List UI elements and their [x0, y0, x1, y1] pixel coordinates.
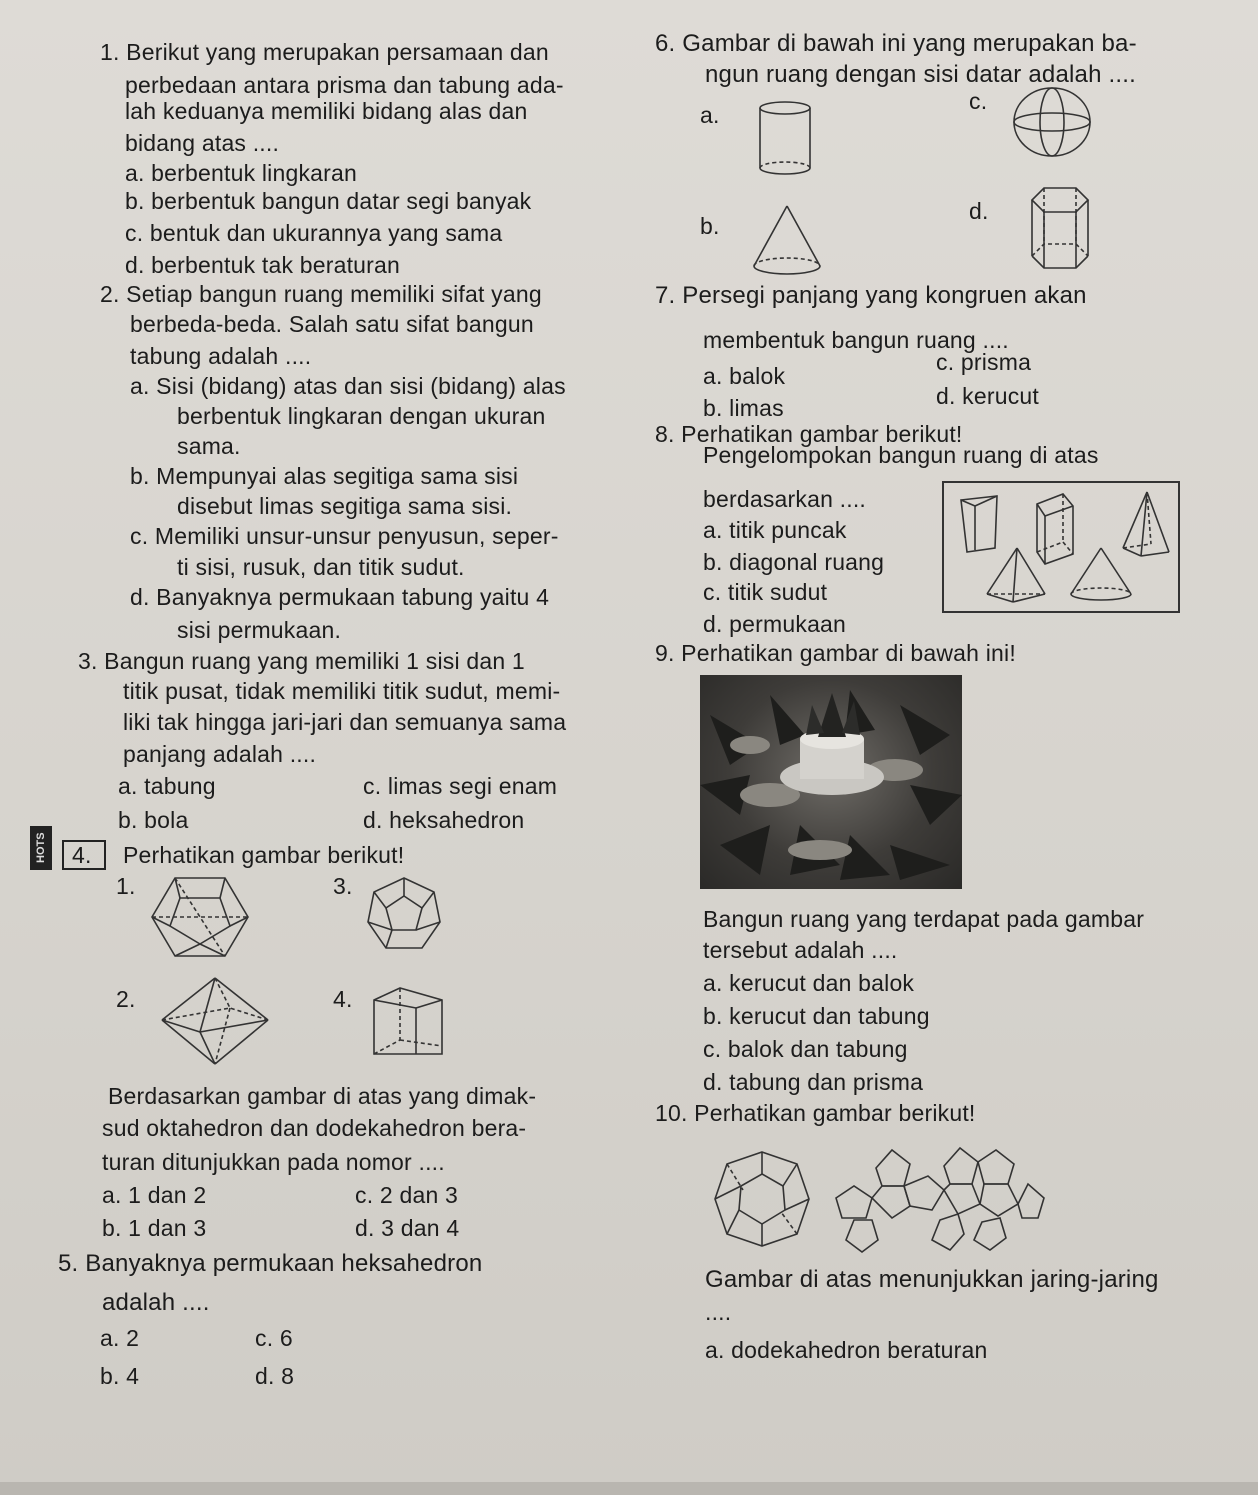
q8-option-d: d. permukaan [703, 611, 847, 637]
q6-line-2: ngun ruang dengan sisi datar adalah .... [705, 61, 1136, 88]
q10-option-a: a. dodekahedron beraturan [705, 1337, 988, 1363]
q6-fig-label-c: c. [969, 88, 988, 114]
q1-line-4: bidang atas .... [125, 130, 280, 156]
q4-title: Perhatikan gambar berikut! [123, 842, 405, 868]
q10-line-3: .... [705, 1299, 732, 1325]
q10-line-2: Gambar di atas menunjukkan jaring-jaring [705, 1266, 1159, 1293]
q7-option-a: a. balok [703, 363, 786, 389]
q4-fig-label-4: 4. [333, 986, 353, 1012]
q8-option-a: a. titik puncak [703, 517, 847, 543]
q2-option-b-line-2: disebut limas segitiga sama sisi. [177, 493, 513, 519]
q1-option-c: c. bentuk dan ukurannya yang sama [125, 220, 503, 246]
q3-option-c: c. limas segi enam [363, 773, 558, 799]
q3-option-a: a. tabung [118, 773, 216, 799]
q5-line-1: 5. Banyaknya permukaan heksahedron [58, 1250, 483, 1277]
page-bottom-edge [0, 1482, 1258, 1495]
cone-figure [752, 204, 822, 278]
q4-option-c: c. 2 dan 3 [355, 1182, 459, 1208]
q10-line-1: 10. Perhatikan gambar berikut! [655, 1100, 976, 1126]
q3-line-2: titik pusat, tidak memiliki titik sudut, memi- [123, 678, 561, 704]
q2-option-b: b. Mempunyai alas segitiga sama sisi [130, 463, 519, 489]
q6-fig-label-a: a. [700, 102, 720, 128]
q3-option-d: d. heksahedron [363, 807, 525, 833]
q4-line-1: Berdasarkan gambar di atas yang dimak- [108, 1083, 537, 1109]
hots-badge: HOTS [30, 826, 52, 870]
q2-option-d-line-2: sisi permukaan. [177, 617, 342, 643]
q2-line-1: 2. Setiap bangun ruang memiliki sifat yang [100, 281, 542, 307]
q4-line-2: sud oktahedron dan dodekahedron bera- [102, 1115, 527, 1141]
icosahedron-figure [150, 874, 250, 960]
q8-option-c: c. titik sudut [703, 579, 828, 605]
q3-line-4: panjang adalah .... [123, 741, 317, 767]
q6-line-1: 6. Gambar di bawah ini yang merupakan ba- [655, 30, 1137, 57]
q1-line-1: 1. Berikut yang merupakan persamaan dan [100, 39, 549, 65]
q2-line-3: tabung adalah .... [130, 343, 312, 369]
tumpeng-photo-drawing [700, 675, 962, 889]
q8-shapes-figure [955, 490, 1175, 608]
q1-line-2: perbedaan antara prisma dan tabung ada- [125, 72, 564, 98]
q1-option-a: a. berbentuk lingkaran [125, 160, 357, 186]
q9-option-d: d. tabung dan prisma [703, 1069, 924, 1095]
q5-option-c: c. 6 [255, 1325, 293, 1351]
q8-line-1: 8. Perhatikan gambar berikut! [655, 421, 963, 447]
q4-fig-label-3: 3. [333, 873, 353, 899]
q4-line-3: turan ditunjukkan pada nomor .... [102, 1149, 445, 1175]
q6-fig-label-d: d. [969, 198, 989, 224]
cube-figure [372, 986, 444, 1058]
q4-number: 4. [72, 842, 92, 868]
q5-line-2: adalah .... [102, 1289, 210, 1316]
q2-option-a-line-2: berbentuk lingkaran dengan ukuran [177, 403, 546, 429]
q4-fig-label-2: 2. [116, 986, 136, 1012]
q6-fig-label-b: b. [700, 213, 720, 239]
q5-option-d: d. 8 [255, 1363, 295, 1389]
q2-option-d: d. Banyaknya permukaan tabung yaitu 4 [130, 584, 550, 610]
q4-option-d: d. 3 dan 4 [355, 1215, 460, 1241]
q8-line-3: berdasarkan .... [703, 486, 867, 512]
q1-option-b: b. berbentuk bangun datar segi banyak [125, 188, 532, 214]
q2-option-c-line-2: ti sisi, rusuk, dan titik sudut. [177, 554, 465, 580]
q2-option-a-line-3: sama. [177, 433, 241, 459]
q7-option-b: b. limas [703, 395, 784, 421]
q2-option-c: c. Memiliki unsur-unsur penyusun, seper- [130, 523, 559, 549]
q7-line-2: membentuk bangun ruang .... [703, 327, 1009, 353]
q7-line-1: 7. Persegi panjang yang kongruen akan [655, 282, 1087, 309]
q9-option-c: c. balok dan tabung [703, 1036, 908, 1062]
q9-option-b: b. kerucut dan tabung [703, 1003, 930, 1029]
q9-option-a: a. kerucut dan balok [703, 970, 915, 996]
q5-option-b: b. 4 [100, 1363, 140, 1389]
sphere-figure [1012, 86, 1092, 158]
hexagonal-prism-figure [1030, 186, 1090, 272]
q9-line-2: Bangun ruang yang terdapat pada gambar [703, 906, 1145, 932]
q4-fig-label-1: 1. [116, 873, 136, 899]
q9-line-3: tersebut adalah .... [703, 937, 898, 963]
q3-option-b: b. bola [118, 807, 189, 833]
q9-line-1: 9. Perhatikan gambar di bawah ini! [655, 640, 1016, 666]
q1-option-d: d. berbentuk tak beraturan [125, 252, 400, 278]
q8-option-b: b. diagonal ruang [703, 549, 885, 575]
q3-line-3: liki tak hingga jari-jari dan semuanya sama [123, 709, 567, 735]
q4-option-a: a. 1 dan 2 [102, 1182, 207, 1208]
dodecahedron-solid-figure [713, 1150, 811, 1248]
q1-line-3: lah keduanya memiliki bidang alas dan [125, 98, 528, 124]
q5-option-a: a. 2 [100, 1325, 140, 1351]
q7-option-d: d. kerucut [936, 383, 1039, 409]
q8-line-2: Pengelompokan bangun ruang di atas [703, 442, 1099, 468]
tumpeng-photo [700, 675, 962, 889]
cylinder-figure [758, 100, 812, 178]
q7-option-c: c. prisma [936, 349, 1032, 375]
q2-line-2: berbeda-beda. Salah satu sifat bangun [130, 311, 534, 337]
q3-line-1: 3. Bangun ruang yang memiliki 1 sisi dan 1 [78, 648, 525, 674]
q4-option-b: b. 1 dan 3 [102, 1215, 207, 1241]
octahedron-figure [160, 976, 270, 1066]
q2-option-a: a. Sisi (bidang) atas dan sisi (bidang) alas [130, 373, 566, 399]
dodecahedron-figure [366, 876, 442, 952]
dodecahedron-net-figure [832, 1146, 1048, 1254]
